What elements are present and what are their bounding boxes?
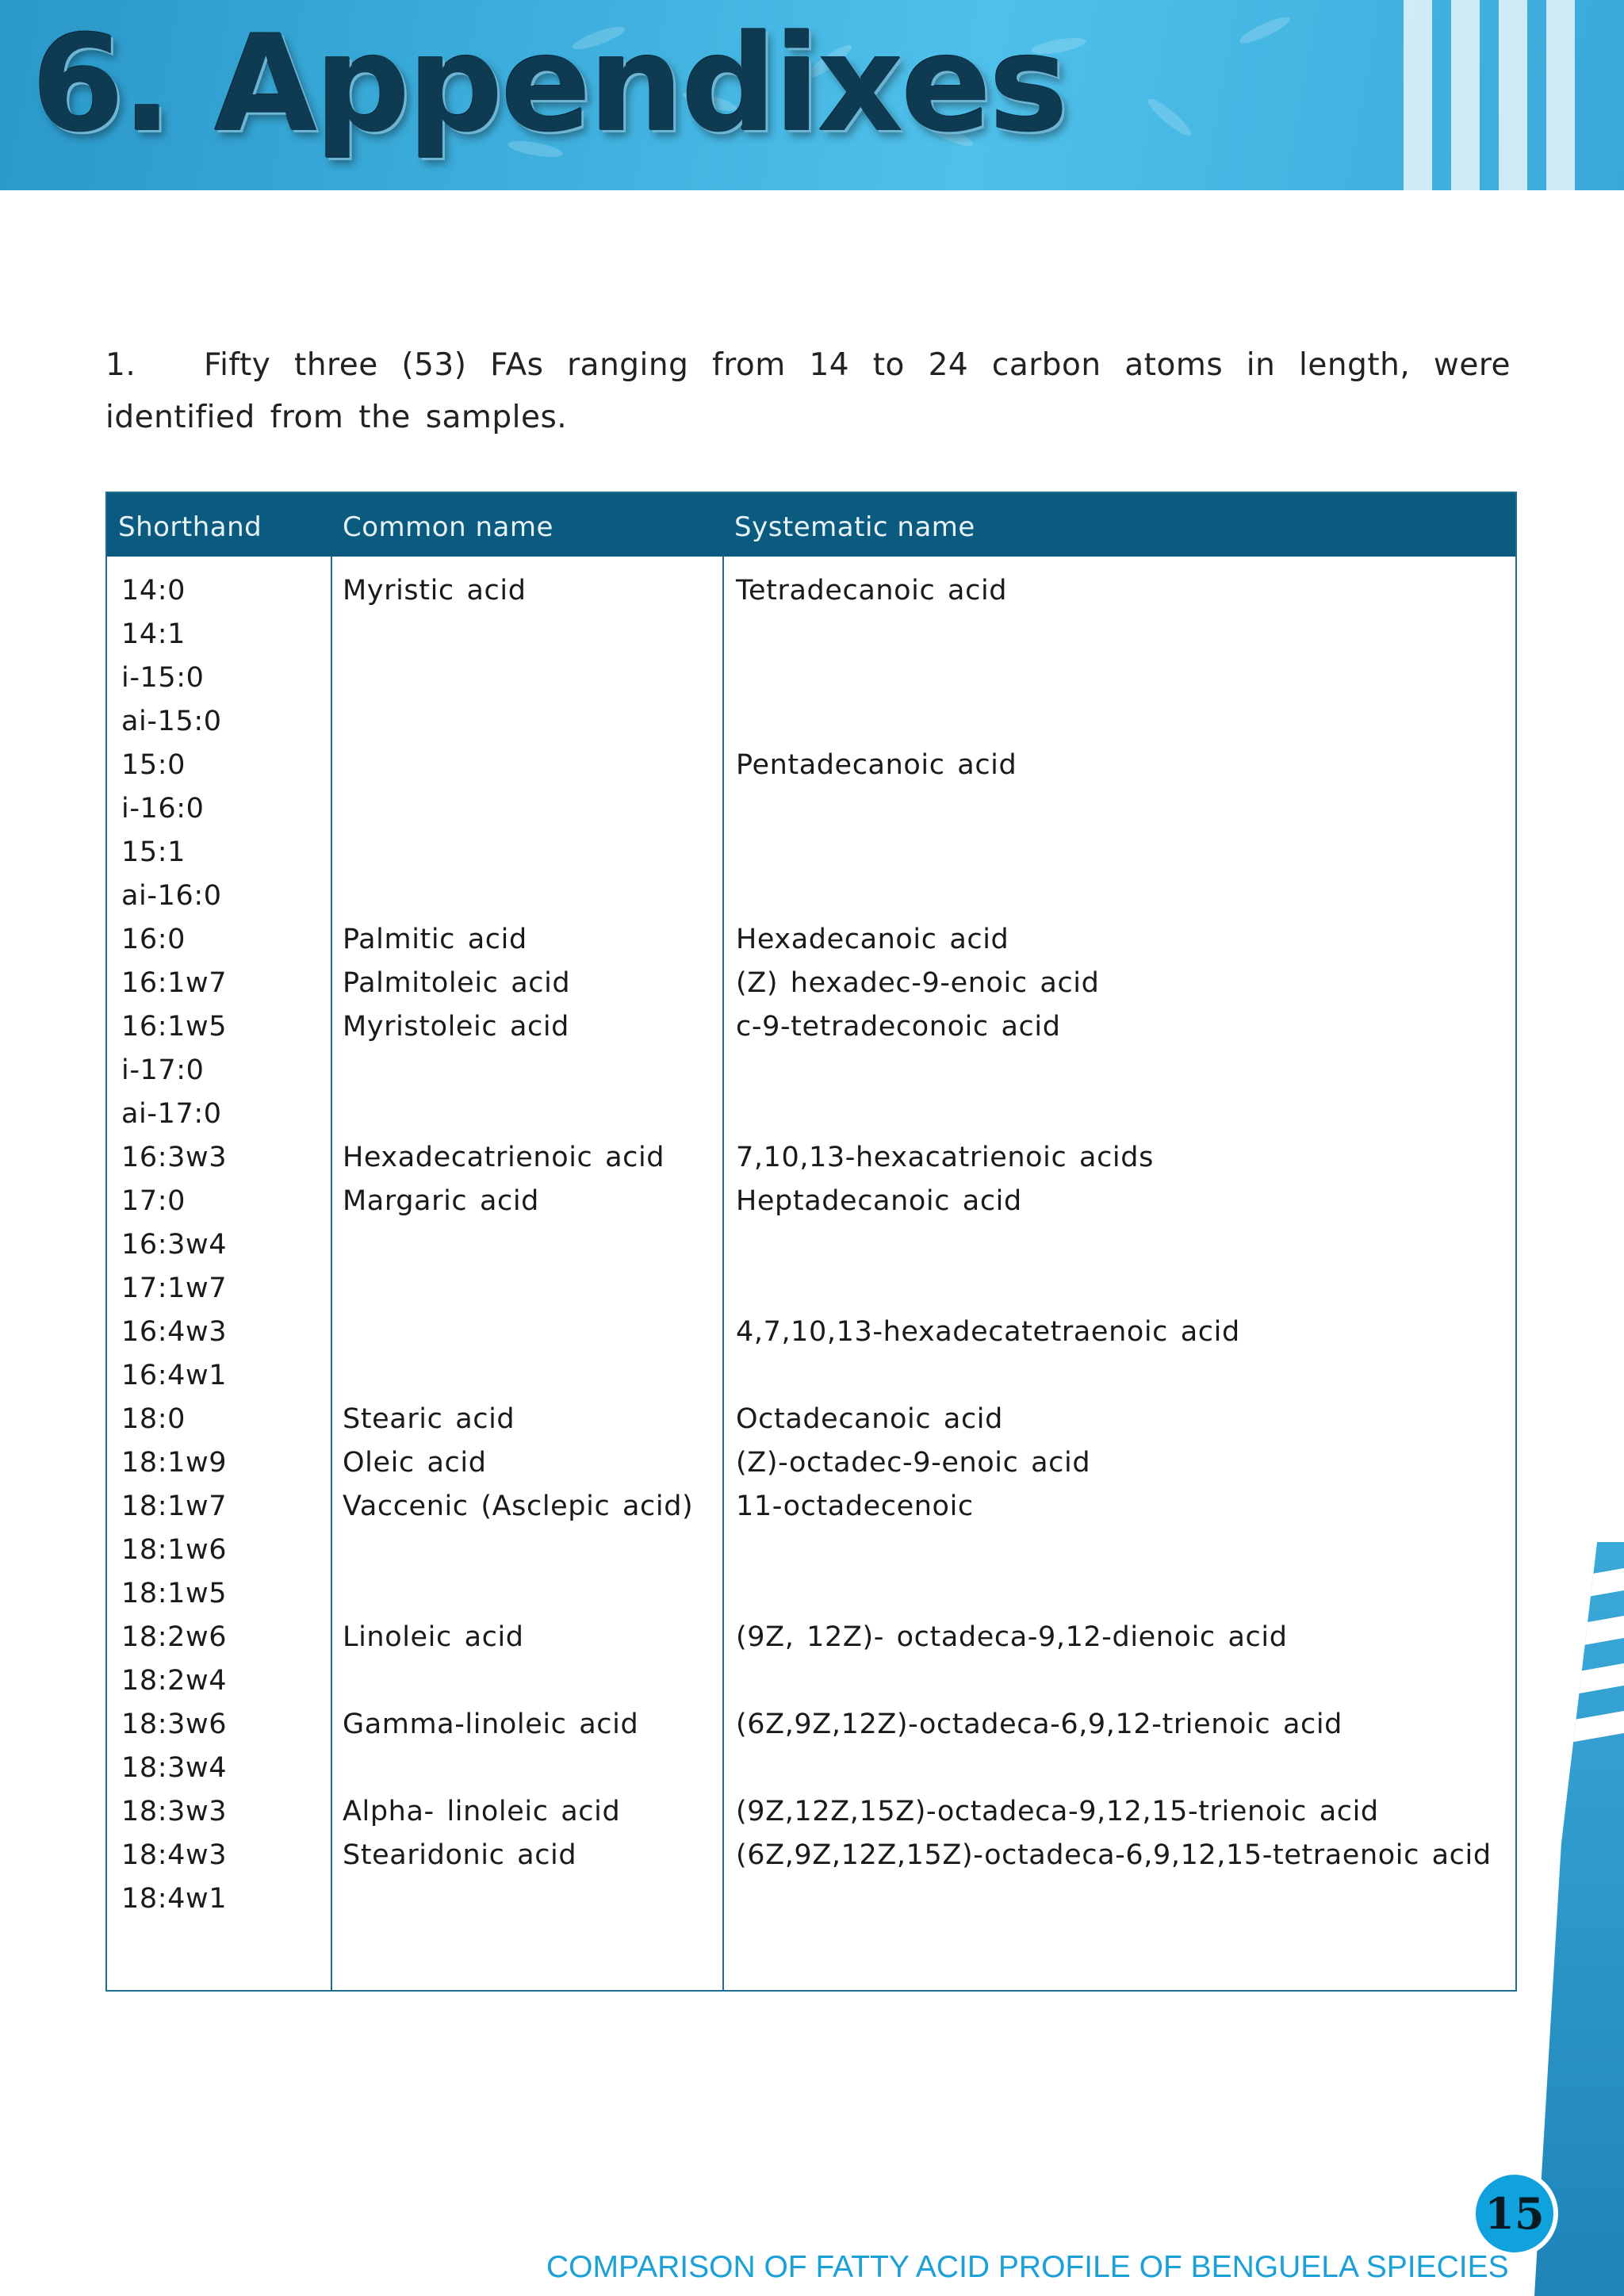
cell-shorthand: 16:3w3 — [121, 1142, 228, 1173]
table-row — [107, 1354, 1515, 1398]
cell-systematic-name: (Z) hexadec-9-enoic acid — [736, 967, 1100, 999]
cell-common-name: Alpha- linoleic acid — [343, 1796, 621, 1827]
table-row — [107, 1223, 1515, 1267]
header-stripes — [1404, 0, 1575, 190]
fatty-acid-table — [105, 492, 1517, 1992]
cell-shorthand: 14:0 — [121, 575, 186, 607]
column-header-shorthand: Shorthand — [118, 511, 262, 543]
page-title: 6. Appendixes — [32, 6, 1067, 162]
cell-common-name: Palmitic acid — [343, 924, 527, 955]
cell-systematic-name: Heptadecanoic acid — [736, 1185, 1022, 1217]
table-row — [107, 1398, 1515, 1441]
table-row — [107, 1485, 1515, 1529]
table-row — [107, 962, 1515, 1005]
cell-shorthand: 18:1w7 — [121, 1490, 228, 1522]
cell-shorthand: 16:4w1 — [121, 1360, 228, 1391]
fish-decoration — [1237, 13, 1293, 48]
table-row — [107, 787, 1515, 831]
cell-shorthand: 15:0 — [121, 749, 186, 781]
fish-decoration — [1144, 94, 1195, 140]
cell-shorthand: 16:0 — [121, 924, 186, 955]
table-row — [107, 1049, 1515, 1093]
cell-common-name: Margaric acid — [343, 1185, 539, 1217]
cell-shorthand: ai-17:0 — [121, 1098, 222, 1130]
cell-shorthand: 17:0 — [121, 1185, 186, 1217]
table-row — [107, 1441, 1515, 1485]
cell-systematic-name: Octadecanoic acid — [736, 1403, 1003, 1435]
cell-common-name: Gamma-linoleic acid — [343, 1709, 639, 1740]
table-row — [107, 1136, 1515, 1180]
cell-common-name: Stearic acid — [343, 1403, 515, 1435]
table-row — [107, 656, 1515, 700]
table-row — [107, 1703, 1515, 1747]
cell-shorthand: 18:4w3 — [121, 1839, 228, 1871]
cell-systematic-name: 7,10,13-hexacatrienoic acids — [736, 1142, 1154, 1173]
table-row — [107, 1311, 1515, 1354]
cell-systematic-name: Tetradecanoic acid — [736, 575, 1008, 607]
table-row — [107, 874, 1515, 918]
cell-common-name: Linoleic acid — [343, 1621, 524, 1653]
table-row — [107, 918, 1515, 962]
table-row — [107, 1005, 1515, 1049]
cell-shorthand: 18:3w3 — [121, 1796, 228, 1827]
cell-shorthand: 18:1w6 — [121, 1534, 228, 1566]
intro-text: Fifty three (53) FAs ranging from 14 to 24 carbon atoms in length, were identified from the samples. — [105, 347, 1511, 435]
table-row — [107, 700, 1515, 744]
table-row — [107, 613, 1515, 656]
cell-shorthand: i-15:0 — [121, 662, 205, 694]
table-header-row — [107, 493, 1515, 557]
cell-shorthand: 14:1 — [121, 618, 186, 650]
column-header-common-name: Common name — [343, 511, 553, 543]
cell-common-name: Palmitoleic acid — [343, 967, 571, 999]
table-row — [107, 831, 1515, 874]
table-row — [107, 1790, 1515, 1834]
cell-shorthand: 17:1w7 — [121, 1272, 228, 1304]
table-row — [107, 744, 1515, 787]
cell-common-name: Hexadecatrienoic acid — [343, 1142, 665, 1173]
column-header-systematic-name: Systematic name — [734, 511, 975, 543]
cell-systematic-name: (6Z,9Z,12Z,15Z)-octadeca-6,9,12,15-tetraenoic acid — [736, 1839, 1492, 1871]
cell-common-name: Myristic acid — [343, 575, 527, 607]
footer-title: COMPARISON OF FATTY ACID PROFILE OF BENGUELA SPIECIES — [546, 2250, 1509, 2284]
cell-systematic-name: (6Z,9Z,12Z)-octadeca-6,9,12-trienoic acid — [736, 1709, 1342, 1740]
cell-shorthand: 18:0 — [121, 1403, 186, 1435]
cell-shorthand: 18:1w9 — [121, 1447, 228, 1479]
page-number-badge: 15 — [1471, 2170, 1558, 2257]
table-row — [107, 569, 1515, 613]
table-row — [107, 1877, 1515, 1921]
cell-shorthand: 18:2w6 — [121, 1621, 228, 1653]
cell-shorthand: 18:1w5 — [121, 1578, 228, 1609]
cell-common-name: Myristoleic acid — [343, 1011, 569, 1043]
cell-shorthand: ai-16:0 — [121, 880, 222, 912]
cell-shorthand: 18:3w4 — [121, 1752, 228, 1784]
cell-systematic-name: 11-octadecenoic — [736, 1490, 974, 1522]
cell-systematic-name: Hexadecanoic acid — [736, 924, 1009, 955]
cell-shorthand: 18:3w6 — [121, 1709, 228, 1740]
table-row — [107, 1267, 1515, 1311]
cell-systematic-name: Pentadecanoic acid — [736, 749, 1017, 781]
table-row — [107, 1529, 1515, 1572]
cell-common-name: Vaccenic (Asclepic acid) — [343, 1490, 694, 1522]
table-row — [107, 1747, 1515, 1790]
cell-systematic-name: (Z)-octadec-9-enoic acid — [736, 1447, 1091, 1479]
cell-common-name: Oleic acid — [343, 1447, 487, 1479]
cell-shorthand: 18:2w4 — [121, 1665, 228, 1697]
table-row — [107, 1659, 1515, 1703]
cell-shorthand: i-16:0 — [121, 793, 205, 825]
cell-systematic-name: 4,7,10,13-hexadecatetraenoic acid — [736, 1316, 1240, 1348]
cell-shorthand: 16:1w7 — [121, 967, 228, 999]
cell-shorthand: 16:4w3 — [121, 1316, 228, 1348]
side-decoration — [1534, 1542, 1624, 2296]
header-banner — [0, 0, 1624, 190]
cell-shorthand: 16:3w4 — [121, 1229, 228, 1261]
cell-shorthand: i-17:0 — [121, 1054, 205, 1086]
table-row — [107, 1093, 1515, 1136]
cell-shorthand: 16:1w5 — [121, 1011, 228, 1043]
cell-shorthand: 15:1 — [121, 836, 186, 868]
cell-common-name: Stearidonic acid — [343, 1839, 577, 1871]
intro-paragraph — [105, 339, 1511, 444]
table-row — [107, 1616, 1515, 1659]
table-row — [107, 1572, 1515, 1616]
table-row — [107, 1180, 1515, 1223]
table-row — [107, 1834, 1515, 1877]
cell-systematic-name: (9Z, 12Z)- octadeca-9,12-dienoic acid — [736, 1621, 1288, 1653]
table-body — [107, 569, 1515, 1921]
cell-shorthand: ai-15:0 — [121, 706, 222, 737]
cell-systematic-name: c-9-tetradeconoic acid — [736, 1011, 1061, 1043]
cell-shorthand: 18:4w1 — [121, 1883, 228, 1915]
intro-number: 1. — [105, 347, 136, 383]
cell-systematic-name: (9Z,12Z,15Z)-octadeca-9,12,15-trienoic acid — [736, 1796, 1379, 1827]
